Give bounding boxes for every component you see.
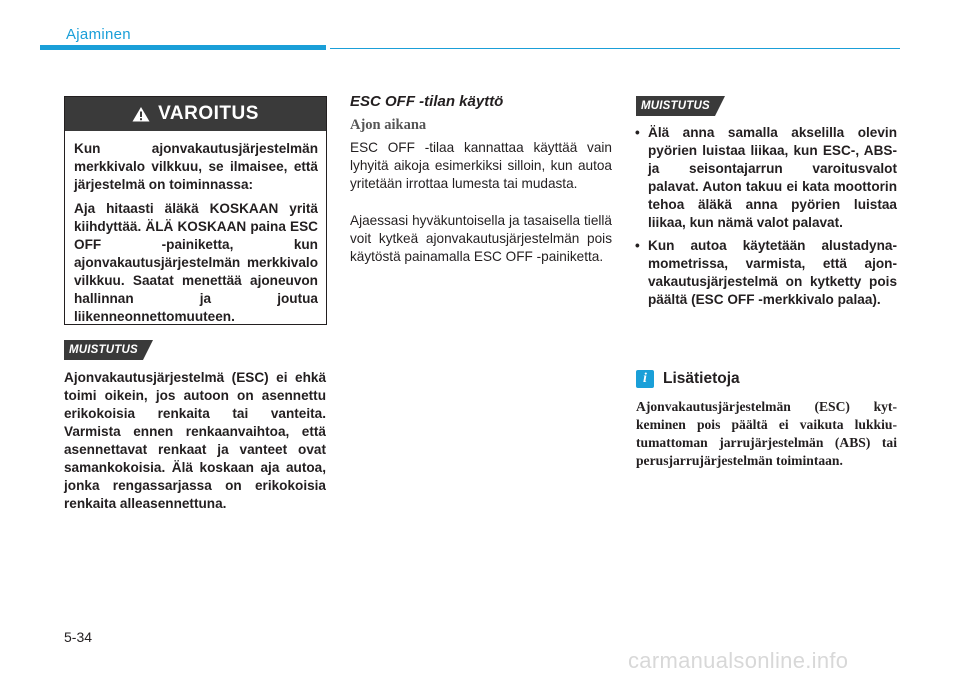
warning-triangle-icon bbox=[132, 106, 150, 122]
section-title: Ajaminen bbox=[66, 26, 131, 43]
list-item: • Kun autoa käytetään alustadynamometrissa, varmista, että ajonvakautusjärjestelmä on kytketty pois päältä (ESC OFF -merkkivalo palaa). bbox=[635, 237, 897, 309]
warning-body bbox=[65, 131, 326, 326]
header-rule-thin bbox=[330, 48, 900, 49]
list-item: • Älä anna samalla akselilla olevin pyörien luistaa liikaa, kun ESC-, ABS- ja seisontajarrun varoitusvalot palavat. Auton takuu ei kata moottorin tehoa äläkä anna pyörien luistaa liikaa, kun nämä valot palavat. bbox=[635, 124, 897, 232]
middle-paragraph-1: ESC OFF -tilaa kannattaa käyttää vain lyhyitä aikoja esimerkiksi silloin, kun autoa yritetään irrottaa lumesta tai mudasta. bbox=[350, 140, 612, 191]
warning-header bbox=[65, 97, 326, 131]
info-title: Lisätietoja bbox=[663, 370, 740, 387]
info-header bbox=[636, 370, 740, 388]
note-badge-left: MUISTUTUS bbox=[64, 340, 143, 360]
watermark: carmanualsonline.info bbox=[628, 648, 849, 673]
warning-title: VAROITUS bbox=[158, 103, 259, 124]
note-badge-right: MUISTUTUS bbox=[636, 96, 715, 116]
info-icon: i bbox=[636, 370, 654, 388]
warning-paragraph: Kun ajonvakautusjärjestelmän merkkivalo vilkkuu, se ilmaisee, että järjestelmä on toiminnassa: bbox=[74, 141, 318, 192]
info-text: Ajonvakautusjärjestelmän (ESC) kytkeminen pois päältä ei vaikuta lukkiutumattoman jarrujärjestelmän (ABS) tai perusjarrujärjestelmän toimintaan. bbox=[636, 399, 897, 468]
header-rule-thick bbox=[40, 45, 326, 50]
page-number: 5-34 bbox=[64, 629, 93, 645]
note-bullet-list bbox=[635, 124, 897, 314]
warning-box bbox=[64, 96, 327, 325]
note-text-left: Ajonvakautusjärjestelmä (ESC) ei ehkä toimi oikein, jos autoon on asennettu erikokoisia renkaita tai vanteita. Varmista ennen renkaanvaihtoa, että asennettavat renkaat ja vanteet ovat samankokoisia. Älä koskaan aja autoa, jonka rengassarjassa on erikokoisia renkaita alleasennettuna. bbox=[64, 370, 326, 511]
middle-paragraph-2: Ajaessasi hyväkuntoisella ja tasaisella tiellä voit kytkeä ajonvakautusjärjestelmän pois käytöstä painamalla ESC OFF -painiketta. bbox=[350, 213, 612, 264]
middle-subheading: Ajon aikana bbox=[350, 117, 427, 133]
middle-heading: ESC OFF -tilan käyttö bbox=[350, 93, 504, 110]
warning-paragraph: Aja hitaasti äläkä KOSKAAN yritä kiihdyttää. ÄLÄ KOSKAAN paina ESC OFF -painiketta, kun ajonvakautusjärjestelmän merkkivalo vilkkuu. Saatat menettää ajoneuvon hallinnan ja joutua liikenneonnettomuuteen. bbox=[74, 201, 318, 324]
